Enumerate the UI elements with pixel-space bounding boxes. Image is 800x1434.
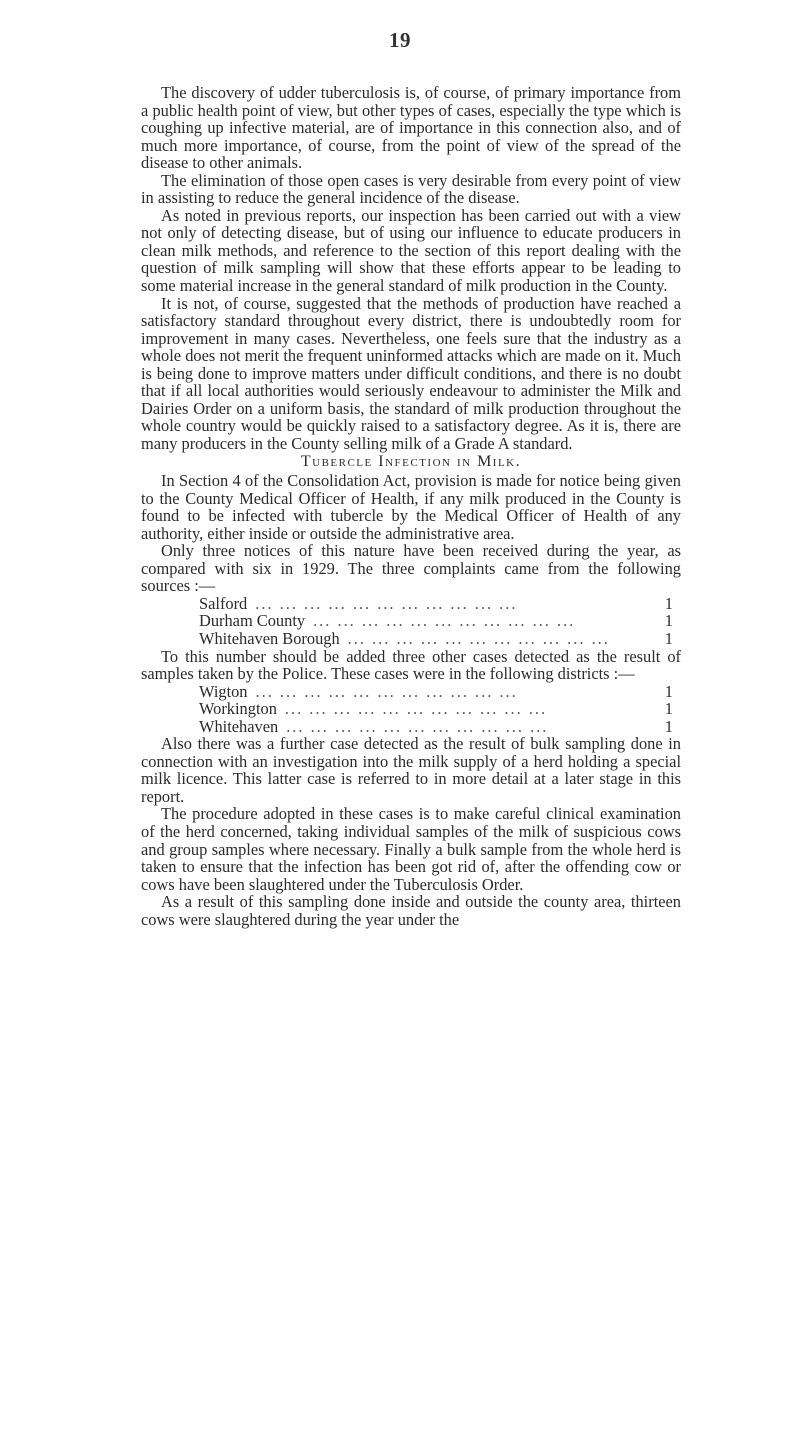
list-item <box>141 683 681 701</box>
list-item <box>141 630 681 648</box>
paragraph-production-standard: It is not, of course, suggested that the methods of production have reached a satisfactory standard throughout every district, there is undoubtedly room for improvement in many cases. Nevertheless, one feels sure that the industry as a whole does not merit the frequent uninformed attacks which are made on it. Much is being done to improve matters under difficult conditions, and there is no doubt that if all local authorities would seriously endeavour to administer the Milk and Dairies Order on a uniform basis, the standard of milk production throughout the whole country would be quickly raised to a satisfactory degree. As it is, there are many producers in the County selling milk of a Grade A standard. <box>141 293 681 453</box>
section-heading: Tubercle Infection in Milk. <box>300 453 522 471</box>
list-item <box>141 718 681 736</box>
leader-dots: ... ... ... ... ... ... ... ... ... ... ... <box>347 629 610 648</box>
report-body <box>141 84 681 928</box>
source-name: Durham County <box>199 611 306 631</box>
list-item <box>141 595 681 613</box>
source-count: 1 <box>664 628 673 648</box>
leader-dots: ... ... ... ... ... ... ... ... ... ... ... <box>313 612 576 630</box>
district-name: Workington <box>199 699 277 719</box>
paragraph-police-samples: To this number should be added three other cases detected as the result of samples taken by the Police. These cases were in the following districts :— <box>141 646 681 684</box>
source-name: Whitehaven Borough <box>199 628 340 648</box>
leader-dots: ... ... ... ... ... ... ... ... ... ... ... <box>286 717 549 736</box>
paragraph-notices: Only three notices of this nature have been received during the year, as compared with six in 1929. The three complaints came from the following sources :— <box>141 541 681 596</box>
list-item <box>141 612 681 630</box>
paragraph-inspection: As noted in previous reports, our inspection has been carried out with a view not only of detecting disease, but of using our influence to educate producers in clean milk methods, and reference to the section of this report dealing with the question of milk sampling will show that these efforts appear to be leading to some material increase in the general standard of milk production in the County. <box>141 205 681 296</box>
sources-list <box>141 595 681 648</box>
district-count: 1 <box>664 716 673 736</box>
paragraph-open-cases: The elimination of those open cases is very desirable from every point of view in assisting to reduce the general incidence of the disease. <box>141 170 681 208</box>
paragraph-result: As a result of this sampling done inside and outside the county area, thirteen cows were slaughtered during the year under the <box>141 892 681 929</box>
page-number: 19 <box>389 28 411 52</box>
district-count: 1 <box>664 699 673 719</box>
list-item <box>141 700 681 718</box>
district-name: Wigton <box>199 681 248 701</box>
district-name: Whitehaven <box>199 716 279 736</box>
paragraph-bulk-sampling: Also there was a further case detected as the result of bulk sampling done in connection with an investigation into the milk supply of a herd holding a special milk licence. This latter case is referred to in more detail at a later stage in this report. <box>141 734 681 806</box>
district-count: 1 <box>664 681 673 701</box>
leader-dots: ... ... ... ... ... ... ... ... ... ... ... <box>255 682 518 701</box>
leader-dots: ... ... ... ... ... ... ... ... ... ... ... <box>284 700 548 718</box>
paragraph-section-4: In Section 4 of the Consolidation Act, provision is made for notice being given to the County Medical Officer of Health, if any milk produced in the County is found to be infected with tubercle by the Medical Officer of Health of any authority, either inside or outside the administrative area. <box>141 471 681 543</box>
source-count: 1 <box>664 593 673 613</box>
districts-list <box>141 683 681 736</box>
source-name: Salford <box>199 593 248 613</box>
paragraph-udder-tuberculosis: The discovery of udder tuberculosis is, of course, of primary importance from a public health point of view, but other types of cases, especially the type which is coughing up infective material, are of importance in this connection also, and of much more importance, of course, from the point of view of the spread of the disease to other animals. <box>141 83 681 173</box>
leader-dots: ... ... ... ... ... ... ... ... ... ... ... <box>255 594 518 613</box>
paragraph-procedure: The procedure adopted in these cases is to make careful clinical examination of the herd concerned, taking individual samples of the milk of suspicious cows and group samples where necessary. Finally a bulk sample from the whole herd is taken to ensure that the infection has been got rid of, after the offending cow or cows have been slaughtered under the Tuberculosis Order. <box>141 804 681 894</box>
source-count: 1 <box>664 611 673 631</box>
